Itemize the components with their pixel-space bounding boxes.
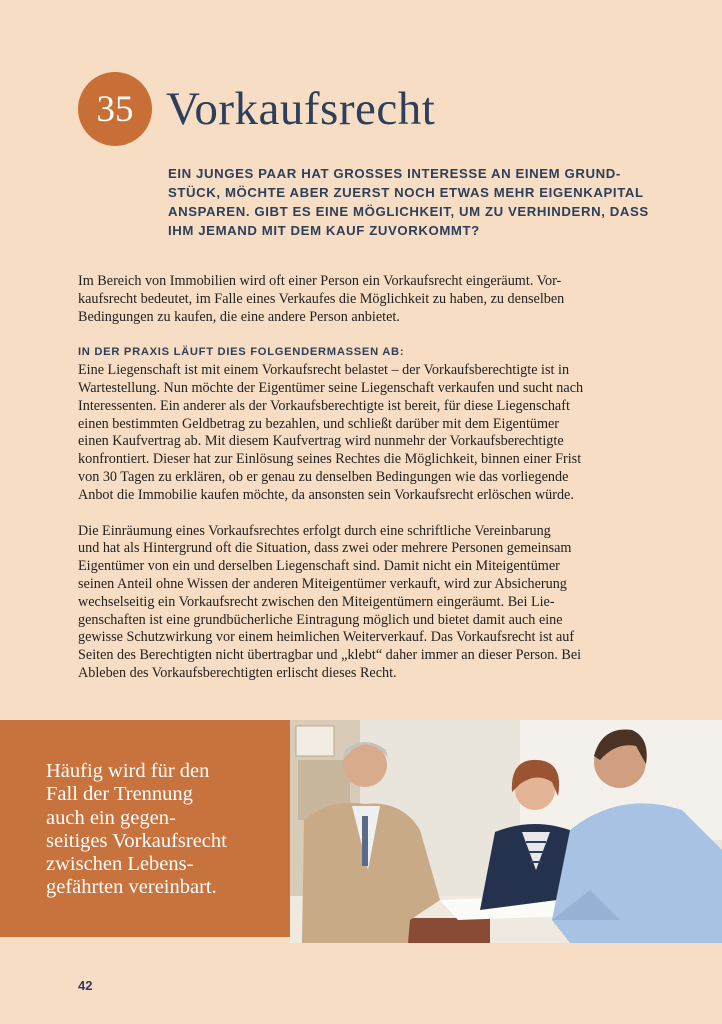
quote-line: zwischen Lebens- <box>46 853 194 876</box>
text-line: Ableben des Vorkaufsberechtigten erlischt dieses Recht. <box>78 664 397 681</box>
paragraph-2 <box>78 362 658 504</box>
text-line: einen Kaufvertrag ab. Mit diesem Kaufvertrag wird nunmehr der Vorkaufsberechtigte <box>78 433 564 450</box>
text-line: genschaften ist eine grundbücherliche Eintragung möglich und bietet damit auch eine <box>78 611 563 628</box>
quote-line: gefährten vereinbart. <box>46 876 217 899</box>
pull-quote <box>46 760 286 900</box>
text-line: Seiten des Berechtigten nicht übertragbar und „klebt“ daher immer an dieser Person. Bei <box>78 647 582 664</box>
text-line: Interessenten. Ein anderer als der Vorkaufsberechtigte ist bereit, für diese Liegenschaft <box>78 397 570 414</box>
intro-line: EIN JUNGES PAAR HAT GROSSES INTERESSE AN EINEM GRUND- <box>168 166 621 181</box>
text-line: Bedingungen zu kaufen, die eine andere Person anbietet. <box>78 308 400 325</box>
meeting-photo <box>290 720 722 943</box>
text-line: kaufsrecht bedeutet, im Falle eines Verkaufes die Möglichkeit zu haben, zu denselben <box>78 290 565 307</box>
text-line: und hat als Hintergrund oft die Situation, dass zwei oder mehrere Personen gemeinsam <box>78 540 572 557</box>
text-line: Anbot die Immobilie kaufen möchte, da ansonsten sein Vorkaufsrecht erlöschen würde. <box>78 486 574 503</box>
page-number: 42 <box>78 978 93 993</box>
quote-line: Fall der Trennung <box>46 783 193 806</box>
page-title: Vorkaufsrecht <box>166 83 436 135</box>
text-line: gewisse Schutzwirkung vor einem heimlichen Weiterverkauf. Das Vorkaufsrecht ist auf <box>78 629 575 646</box>
quote-line: seitiges Vorkaufsrecht <box>46 829 227 852</box>
text-line: Im Bereich von Immobilien wird oft einer Person ein Vorkaufsrecht eingeräumt. Vor- <box>78 273 562 289</box>
article-body <box>78 273 658 683</box>
section-subheading: IN DER PRAXIS LÄUFT DIES FOLGENDERMASSEN AB: <box>78 346 405 359</box>
text-line: Die Einräumung eines Vorkaufsrechtes erfolgt durch eine schriftliche Vereinbarung <box>78 522 551 539</box>
text-line: Eigentümer von ein und derselben Liegenschaft sind. Damit nicht ein Miteigentümer <box>78 558 560 575</box>
intro-question <box>168 164 648 240</box>
paragraph-1 <box>78 273 658 326</box>
paragraph-3 <box>78 523 658 683</box>
intro-line: STÜCK, MÖCHTE ABER ZUERST NOCH ETWAS MEHR EIGENKAPITAL <box>168 185 644 200</box>
text-line: einen bestimmten Geldbetrag zu bezahlen, und schließt darüber mit dem Eigentümer <box>78 415 560 432</box>
text-line: Eine Liegenschaft ist mit einem Vorkaufsrecht belastet – der Vorkaufsberechtigte ist in <box>78 362 570 379</box>
text-line: wechselseitig ein Vorkaufsrecht zwischen den Miteigentümern eingeräumt. Bei Lie- <box>78 593 555 610</box>
chapter-number: 35 <box>96 88 134 130</box>
text-line: konfrontiert. Dieser hat zur Einlösung seines Rechtes die Möglichkeit, binnen einer Frist <box>78 451 582 468</box>
meeting-photo-illustration <box>290 720 722 943</box>
chapter-number-badge <box>78 72 152 146</box>
text-line: von 30 Tagen zu erklären, ob er genau zu denselben Bedingungen wie das vorliegende <box>78 468 569 485</box>
text-line: Wartestellung. Nun möchte der Eigentümer seine Liegenschaft verkaufen und sucht nach <box>78 379 584 396</box>
intro-line: IHM JEMAND MIT DEM KAUF ZUVORKOMMT? <box>168 223 480 238</box>
pull-quote-box <box>0 720 290 937</box>
intro-line: ANSPAREN. GIBT ES EINE MÖGLICHKEIT, UM ZU VERHINDERN, DASS <box>168 204 649 219</box>
text-line: seinen Anteil ohne Wissen der anderen Miteigentümer verkauft, wird zur Absicherung <box>78 575 567 592</box>
quote-line: Häufig wird für den <box>46 760 210 782</box>
quote-line: auch ein gegen- <box>46 806 176 829</box>
